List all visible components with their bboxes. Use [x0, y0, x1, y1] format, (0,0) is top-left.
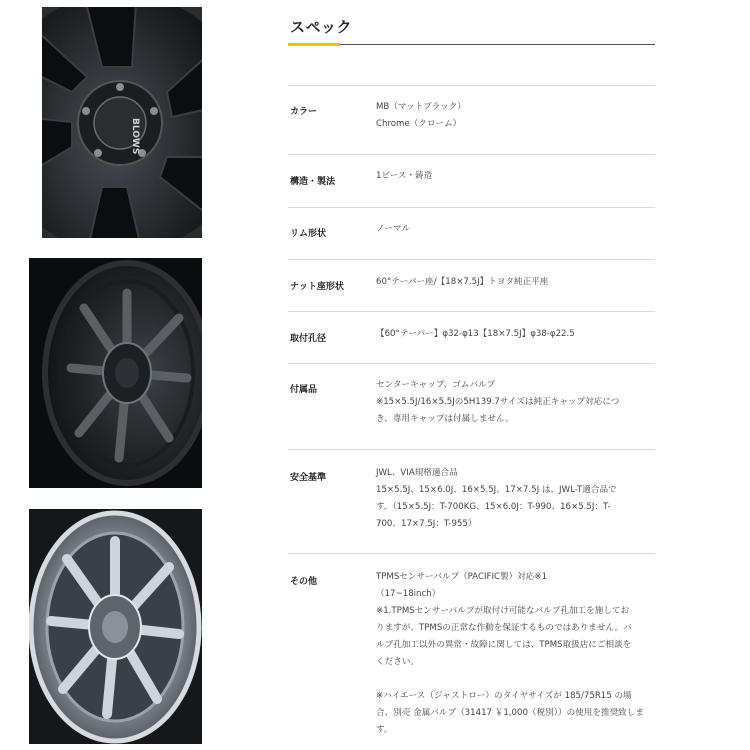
spec-value-line: TPMSセンサーバルブ（PACIFIC製）対応※1 [376, 572, 548, 582]
spec-value-line: 700、17×7.5J：T-955） [376, 519, 477, 529]
spec-value-line: ノーマル [376, 224, 411, 234]
title-accent-bar [288, 43, 340, 46]
wheel-image-angle-chrome [29, 509, 202, 744]
spec-value [376, 377, 655, 428]
spec-value [376, 274, 655, 291]
spec-value-line [376, 671, 655, 688]
spec-value-line: ※1.TPMSセンサーバルブが取付け可能なバルブ孔加工を施してお [376, 606, 630, 616]
spec-value-line: す。 [376, 725, 393, 735]
spec-value-line: JWL、VIA規格適合品 [376, 468, 458, 478]
spec-title: スペック [290, 18, 353, 36]
spec-value-line: りますが、TPMSの正常な作動を保証するものではありません。バ [376, 623, 632, 633]
spec-row [288, 154, 655, 208]
hub-logo-text: BLOWS [130, 118, 140, 155]
spec-label: 付属品 [290, 385, 318, 395]
spec-value [376, 569, 655, 739]
spec-value [376, 168, 655, 185]
wheel-image-angle-black [29, 258, 202, 488]
spec-value-line: Chrome（クローム） [376, 119, 462, 129]
spec-value [376, 326, 655, 343]
spec-section [288, 0, 655, 750]
spec-value [376, 465, 655, 533]
spec-value-line: 【60°テーパー】φ32-φ13【18×7.5J】φ38-φ22.5 [376, 329, 575, 339]
spec-value-line: 60°テーパー座/【18×7.5J】トヨタ純正平座 [376, 277, 549, 287]
spec-value-line: 合、別売 金属バルブ（31417 ￥1,000（税別））の使用を推奨致しま [376, 708, 644, 718]
spec-value-line: 15×5.5J、15×6.0J、16×5.5J、17×7.5J は、JWL-T適合品で [376, 485, 617, 495]
spec-label: カラー [290, 107, 318, 117]
spec-value [376, 99, 655, 133]
spec-label: ナット座形状 [290, 282, 344, 292]
spec-value-line: き、専用キャップは付属しません。 [376, 414, 514, 424]
spec-value [376, 221, 655, 238]
spec-label: リム形状 [290, 229, 327, 239]
spec-row [288, 553, 655, 750]
spec-value-line: ルブ孔加工以外の異常・故障に関しては、TPMS取扱店にご相談を [376, 640, 632, 650]
spec-label: 取付孔径 [290, 334, 327, 344]
spec-row [288, 311, 655, 364]
spec-value-line: 1ピース・鋳造 [376, 171, 433, 181]
wheel-image-front [42, 7, 202, 238]
spec-label: 構造・製法 [290, 177, 336, 187]
spec-value-line: センターキャップ、ゴムバルブ [376, 380, 496, 390]
spec-row [288, 363, 655, 450]
spec-row [288, 86, 655, 155]
spec-row [288, 449, 655, 554]
spec-value-line: MB（マットブラック） [376, 102, 466, 112]
title-divider [288, 44, 655, 45]
spec-value-line: ※15×5.5J/16×5.5Jの5H139.7サイズは純正キャップ対応につ [376, 397, 620, 407]
spec-value-line: （17~18inch） [376, 589, 441, 599]
spec-row [288, 259, 655, 312]
spec-value-line: ください。 [376, 657, 419, 667]
spec-label: 安全基準 [290, 473, 327, 483]
spec-label: その他 [290, 577, 318, 587]
spec-value-line: す。（15×5.5J：T-700KG、15×6.0J：T-990、16×5.5J：T- [376, 502, 611, 512]
spec-row [288, 207, 655, 260]
spec-value-line: ※ハイエース（ジャストロー）のタイヤサイズが 185/75R15 の場 [376, 691, 632, 701]
